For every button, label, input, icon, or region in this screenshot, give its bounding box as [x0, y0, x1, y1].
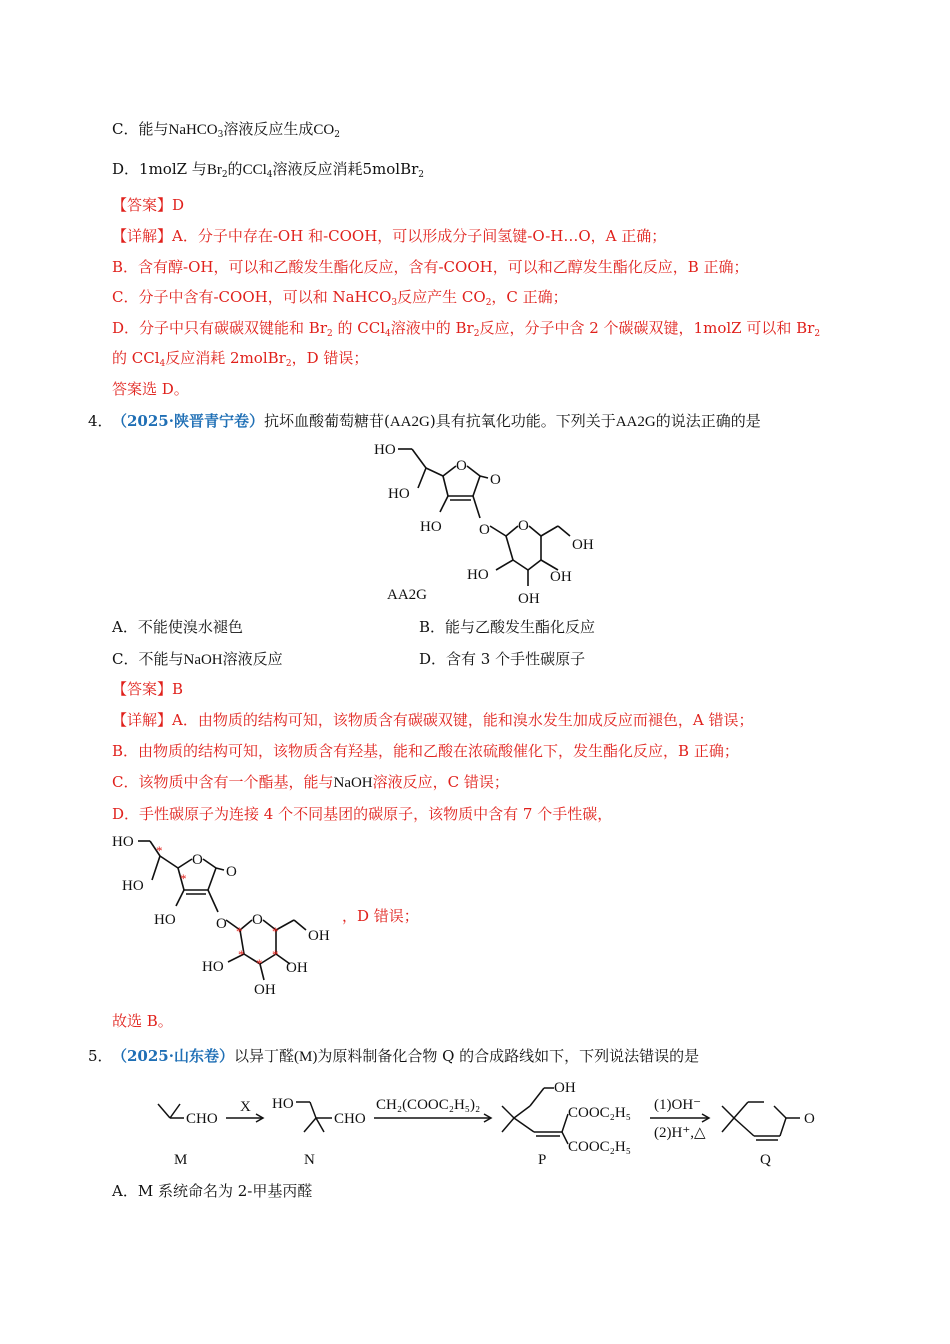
q4-answer: 【答案】B: [112, 680, 184, 698]
q4-detail-b: B．由物质的结构可知，该物质含有羟基，能和乙酸在浓硫酸催化下，发生酯化反应，B 正确；: [112, 742, 739, 760]
q4-option-a: A．不能使溴水褪色: [112, 618, 243, 636]
svg-text:O: O: [518, 518, 529, 534]
chiral-star-3: *: [236, 924, 243, 939]
p-label: P: [538, 1152, 547, 1168]
q4-option-c: C．不能与NaOH溶液反应: [112, 650, 283, 668]
svg-text:HO: HO: [112, 834, 134, 850]
chiral-star-1: *: [156, 843, 163, 858]
svg-text:O: O: [226, 864, 237, 880]
q5-option-a: A．M 系统命名为 2-甲基丙醛: [112, 1182, 313, 1200]
svg-text:OH: OH: [550, 569, 572, 585]
reagent2: CH₂(COOC₂H₅)₂: [376, 1097, 481, 1113]
q4-detail-a: 【详解】A．由物质的结构可知，该物质含有碳碳双键，能和溴水发生加成反应而褪色，A 错误；: [112, 711, 754, 729]
svg-text:OH: OH: [286, 960, 308, 976]
chiral-star-4: *: [272, 924, 279, 939]
q4-source: （2025·陕晋青宁卷）: [112, 412, 264, 430]
q5-number: 5．: [88, 1047, 113, 1065]
q4-name-repeat: AA2G: [615, 414, 656, 430]
svg-text:HO: HO: [420, 519, 442, 535]
p-oh: OH: [554, 1080, 576, 1096]
p-ester2: COOC₂H₅: [568, 1139, 631, 1155]
chiral-star-6: *: [256, 956, 263, 971]
svg-text:O: O: [252, 912, 263, 928]
aa2g-structure: [360, 436, 620, 608]
q3-detail-a: 【详解】A．分子中存在-OH 和-COOH，可以形成分子间氢键-O-H…O，A 正确；: [112, 227, 667, 245]
svg-text:HO: HO: [374, 442, 396, 458]
n-cho: CHO: [334, 1111, 366, 1127]
q4-option-d: D．含有 3 个手性碳原子: [419, 650, 586, 668]
synthesis-scheme: [150, 1076, 830, 1168]
svg-text:O: O: [456, 458, 467, 474]
q3-answer: 【答案】D: [112, 196, 185, 214]
q4-detail-d: D．手性碳原子为连接 4 个不同基团的碳原子，该物质中含有 7 个手性碳，: [112, 805, 613, 823]
svg-text:O: O: [479, 522, 490, 538]
q3-detail-c: C．分子中含有-COOH，可以和 NaHCO$_3$反应产生 $CO_2$，C 正确；: [112, 288, 568, 308]
q3-detail-b: B．含有醇-OH，可以和乙酸发生酯化反应，含有-COOH，可以和乙醇发生酯化反应，B 正确；: [112, 258, 749, 276]
svg-text:OH: OH: [518, 591, 540, 607]
svg-text:OH: OH: [572, 537, 594, 553]
q3-conclusion: 答案选 D。: [112, 380, 189, 398]
q4-detail-c: C．该物质中含有一个酯基，能与NaOH溶液反应，C 错误；: [112, 773, 509, 791]
svg-text:HO: HO: [202, 959, 224, 975]
m-cho: CHO: [186, 1111, 218, 1127]
p-ester1: COOC₂H₅: [568, 1105, 631, 1121]
n-ho: HO: [272, 1096, 294, 1112]
q5-source: （2025·山东卷）: [112, 1047, 234, 1065]
q4-number: 4．: [88, 412, 113, 430]
n-label: N: [304, 1152, 315, 1168]
q3-option-c: C．能与NaHCO$_3$溶液反应生成$CO_2$: [112, 120, 340, 140]
q-o: O: [804, 1111, 815, 1127]
svg-text:O: O: [490, 472, 501, 488]
aa2g-label: AA2G: [387, 587, 427, 603]
q5-stem: （2025·山东卷）以异丁醛(M)为原料制备化合物 Q 的合成路线如下，下列说法错误的是: [112, 1047, 700, 1065]
chiral-star-5: *: [272, 947, 279, 962]
q3-option-d: D．1molZ 与$Br_2$的CCl$_4$溶液反应消耗5molBr$_2$: [112, 160, 425, 180]
q4-stem: （2025·陕晋青宁卷）抗坏血酸葡萄糖苷(AA2G)具有抗氧化功能。下列关于AA2G的说法正确的是: [112, 412, 761, 430]
chiral-star-7: *: [238, 947, 245, 962]
chiral-star-2: *: [180, 871, 187, 886]
q3-detail-d-cont: 的 CCl$_4$反应消耗 2molBr$_2$，D 错误；: [112, 349, 369, 369]
svg-text:HO: HO: [467, 567, 489, 583]
svg-text:HO: HO: [154, 912, 176, 928]
m-label: M: [174, 1152, 188, 1168]
q4-option-b: B．能与乙酸发生酯化反应: [419, 618, 596, 636]
svg-text:OH: OH: [254, 982, 276, 998]
cond2: (2)H⁺,△: [654, 1125, 706, 1141]
aa2g-chiral-structure: [108, 828, 348, 1000]
q-label: Q: [760, 1152, 771, 1168]
q4-detail-d-end: ，D 错误；: [342, 907, 419, 925]
svg-text:OH: OH: [308, 928, 330, 944]
svg-text:HO: HO: [122, 878, 144, 894]
svg-text:HO: HO: [388, 486, 410, 502]
svg-text:O: O: [192, 852, 203, 868]
q4-conclusion: 故选 B。: [112, 1012, 173, 1030]
svg-text:O: O: [216, 916, 227, 932]
q3-detail-d: D．分子中只有碳碳双键能和 $Br_2$ 的 CCl$_4$溶液中的 $Br_2$反应，分子中含 2 个碳碳双键，1molZ 可以和 $Br_2$: [112, 319, 821, 339]
cond1: (1)OH⁻: [654, 1097, 702, 1113]
arrow1-label: X: [240, 1099, 251, 1115]
